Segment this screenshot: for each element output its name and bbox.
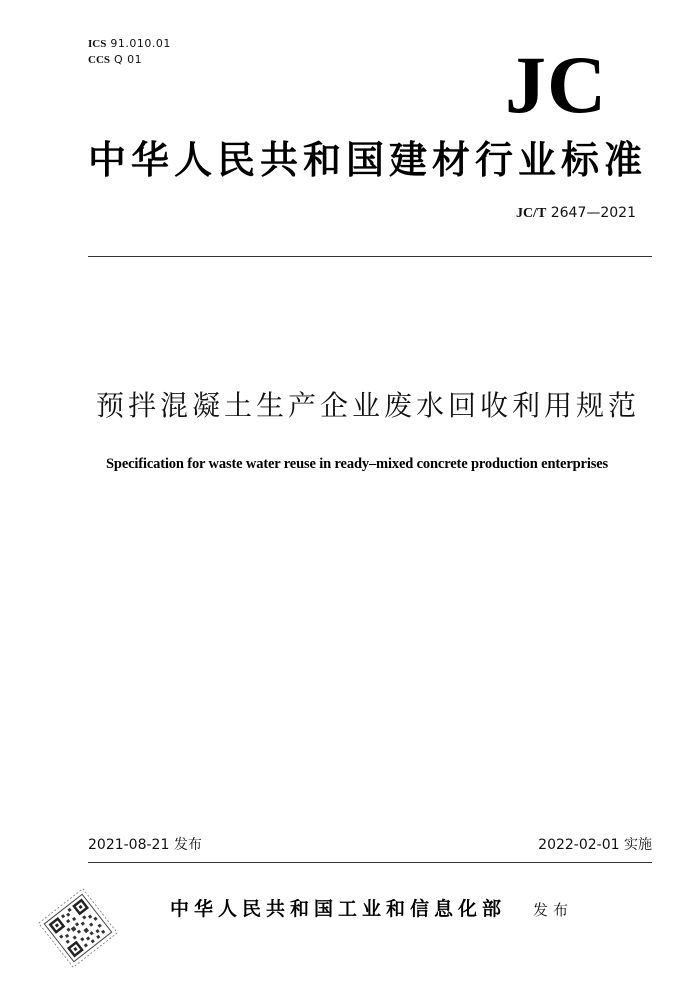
- document-title-english: Specification for waste water reuse in ready–mixed concrete production enterprises: [106, 456, 608, 472]
- ccs-classification: [88, 54, 142, 66]
- standard-number-prefix: JC/T: [515, 206, 547, 221]
- publish-date-line: [88, 838, 202, 852]
- ccs-label: CCS: [88, 54, 111, 66]
- standard-number: [516, 206, 636, 221]
- publisher-label: 发布: [533, 901, 574, 919]
- ics-label: ICS: [88, 38, 107, 50]
- publish-label: 发布: [173, 837, 202, 853]
- implement-date: 2022-02-01: [538, 837, 620, 853]
- publish-date: 2021-08-21: [88, 837, 170, 853]
- implement-label: 实施: [624, 837, 652, 853]
- implement-date-line: [538, 838, 652, 852]
- ccs-code: Q 01: [114, 53, 143, 66]
- top-divider: [88, 256, 652, 257]
- ics-classification: [88, 38, 171, 50]
- bottom-divider: [88, 862, 652, 863]
- qr-code-icon: [38, 888, 118, 968]
- ics-code: 91.010.01: [110, 37, 171, 50]
- standard-number-value: 2647—2021: [550, 205, 636, 221]
- publisher-name: 中华人民共和国工业和信息化部: [170, 898, 507, 920]
- jc-logo: JC: [505, 39, 608, 130]
- document-title: 预拌混凝土生产企业废水回收利用规范: [96, 389, 641, 422]
- standard-category-title: 中华人民共和国建材行业标准: [88, 138, 648, 182]
